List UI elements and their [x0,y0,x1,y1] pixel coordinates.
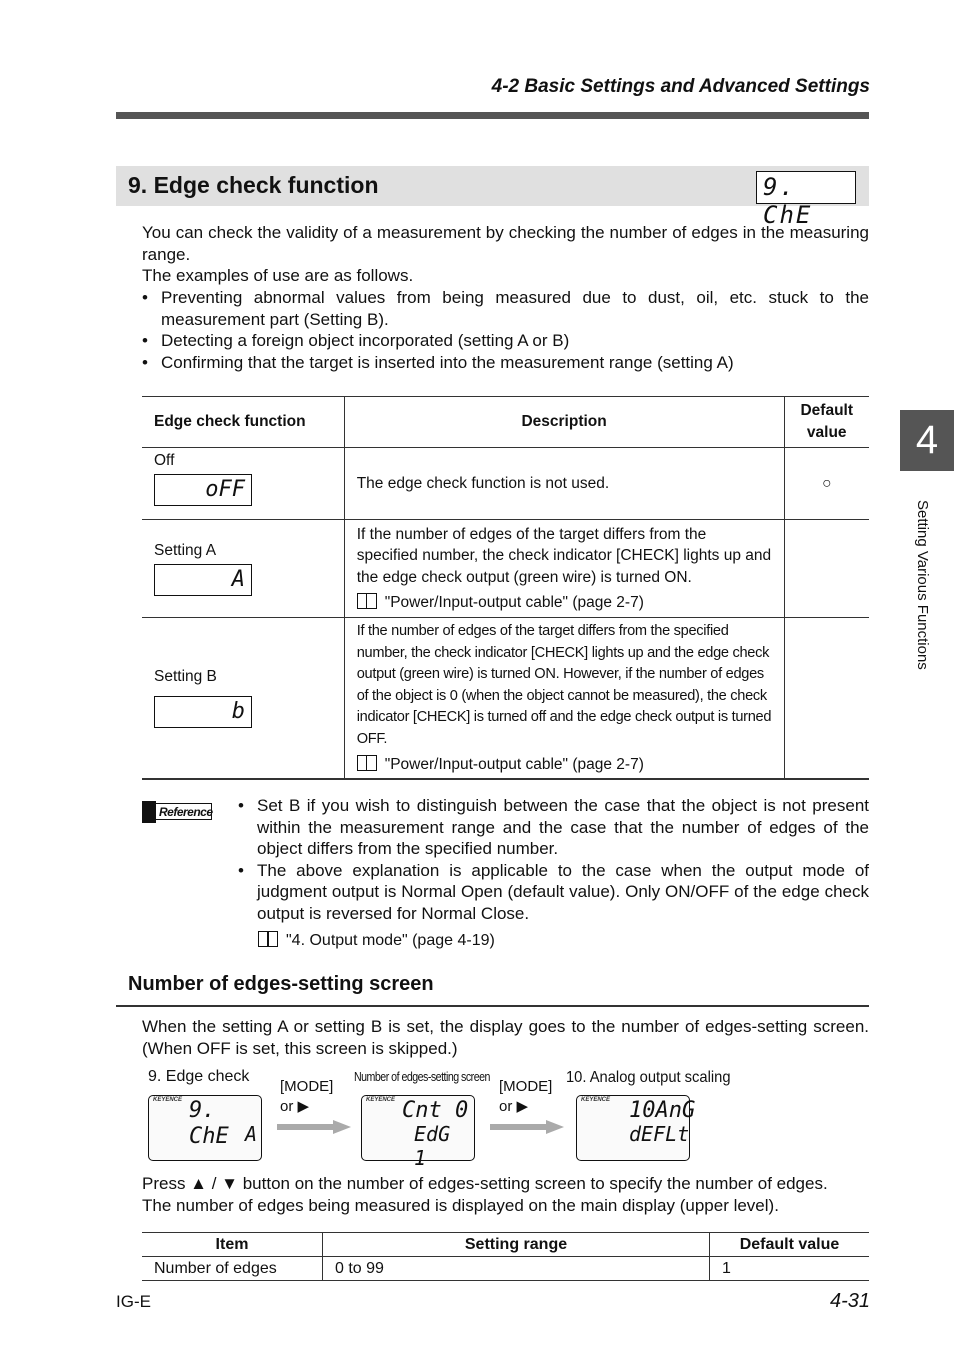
device-panel-analog-scaling [576,1095,696,1161]
table-header: Default value [710,1233,870,1257]
flow-label-edge-check: 9. Edge check [148,1068,250,1085]
flow-arrow-icon [277,1120,351,1134]
flow-label-edges-setting: Number of edges-setting screen [354,1070,490,1084]
display-code-text: 9. ChE [763,173,813,229]
device-panel-edges-setting [361,1095,475,1170]
lcd-display [154,696,252,728]
reference-badge-mark [142,801,156,823]
table-header: Edge check function [142,397,344,448]
setting-name: Off [154,452,175,469]
section-title: 9. Edge check function [128,172,379,198]
chapter-side-label: Setting Various Functions [914,500,931,670]
section-display-code [756,171,856,229]
footer-doc-code: IG-E [116,1292,151,1311]
subsection-instruction: Press ▲ / ▼ button on the number of edges-setting screen to specify the number of edges. [142,1174,828,1193]
book-icon [258,931,278,947]
list-item: • Set B if you wish to distinguish between the case that the object is not present within the measurement range and the case that the number of edges of the object differs from the specified number. [238,796,869,858]
setting-description: The edge check function is not used. [344,448,784,520]
reference-bullet-list [238,795,869,924]
reference-badge-label: Reference [156,803,212,820]
panel-main-display: Cnt 0 [402,1098,469,1123]
edge-check-table [142,396,869,780]
table-row [142,520,869,618]
or-right-label: or ▶ [499,1098,529,1115]
subsection-paragraph: When the setting A or setting B is set, the display goes to the number of edges-setting screen. (When OFF is set, this screen is skipped.) [142,1017,869,1058]
brand-logo: KEYENCE [153,1097,183,1103]
reference-output-mode [258,931,495,950]
reference-badge [142,801,214,823]
table-row [142,1257,869,1281]
reference-link[interactable]: "Power/Input-output cable" (page 2-7) [384,594,644,611]
default-mark: ○ [784,448,869,520]
setting-description: If the number of edges of the target differs from the specified number, the check indicator [CHECK] lights up and the edge check output (green wire) is turned ON. [356,525,772,586]
flow-arrow-icon [490,1120,564,1134]
brand-logo: KEYENCE [366,1097,396,1103]
lcd-display [154,474,252,506]
default-mark [784,618,869,780]
or-right-label: or ▶ [280,1098,310,1115]
setting-name: Setting B [154,668,217,686]
chapter-tab: 4 [900,410,954,471]
table-row [142,448,869,520]
running-header: 4-2 Basic Settings and Advanced Settings [491,76,870,97]
table-header: Item [142,1233,323,1257]
lcd-code: A [231,566,245,592]
list-item: • Detecting a foreign object incorporated (setting A or B) [142,331,570,350]
panel-sub-display: A [245,1122,258,1146]
setting-name: Setting A [154,541,217,559]
list-item: • Confirming that the target is inserted into the measurement range (setting A) [142,352,734,372]
table-cell: 1 [710,1257,870,1281]
intro-examples-lead: The examples of use are as follows. [142,266,414,285]
number-of-edges-table [142,1232,869,1281]
flow-label-analog-scaling: 10. Analog output scaling [566,1069,731,1086]
panel-main-display: 10AnG [629,1098,696,1123]
table-header: Default value [784,397,869,448]
brand-logo: KEYENCE [581,1097,611,1103]
header-rule [116,112,869,119]
subsection-note: The number of edges being measured is displayed on the main display (upper level). [142,1196,779,1215]
reference-link[interactable]: "Power/Input-output cable" (page 2-7) [384,755,644,773]
flow-step-note-1 [280,1077,333,1117]
subsection-title: Number of edges-setting screen [128,973,434,995]
book-icon [357,755,377,771]
table-header: Setting range [323,1233,710,1257]
subsection-rule [116,1005,869,1007]
table-cell: 0 to 99 [323,1257,710,1281]
mode-key-label: [MODE] [499,1078,553,1095]
setting-description: If the number of edges of the target differs from the specified number, the check indicator [CHECK] lights up and the edge check output (green wire) is turned ON. However, if the number of edges of the object is 0 (when the object cannot be measured), the check indicator [CHECK] is turned off and the edge check output is turned OFF. [356,623,772,747]
panel-sub-display: EdG 1 [414,1122,451,1170]
lcd-display [154,564,252,596]
intro-paragraph: You can check the validity of a measurement by checking the number of edges in the measuring range. [142,223,869,264]
panel-main-display: 9. ChE [189,1098,229,1149]
table-row [142,618,869,780]
device-panel-edge-check [148,1095,262,1161]
reference-link[interactable]: "4. Output mode" (page 4-19) [286,932,495,949]
table-header: Description [344,397,784,448]
lcd-code: b [231,699,245,725]
book-icon [357,593,377,609]
lcd-code: oFF [205,477,245,502]
list-item: • The above explanation is applicable to the case when the output mode of judgment output is Normal Open (default value). Only ON/OFF of the edge check output is reversed for Normal Close. [238,860,869,923]
list-item: • Preventing abnormal values from being measured due to dust, oil, etc. stuck to the measurement part (Setting B). [142,288,869,329]
flow-step-note-2 [499,1077,552,1117]
intro-bullet-list [142,287,869,373]
panel-sub-display: dEFLt [629,1122,690,1146]
table-cell: Number of edges [142,1257,323,1281]
page-number: 4-31 [829,1290,870,1312]
default-mark [784,520,869,618]
mode-key-label: [MODE] [280,1078,334,1095]
